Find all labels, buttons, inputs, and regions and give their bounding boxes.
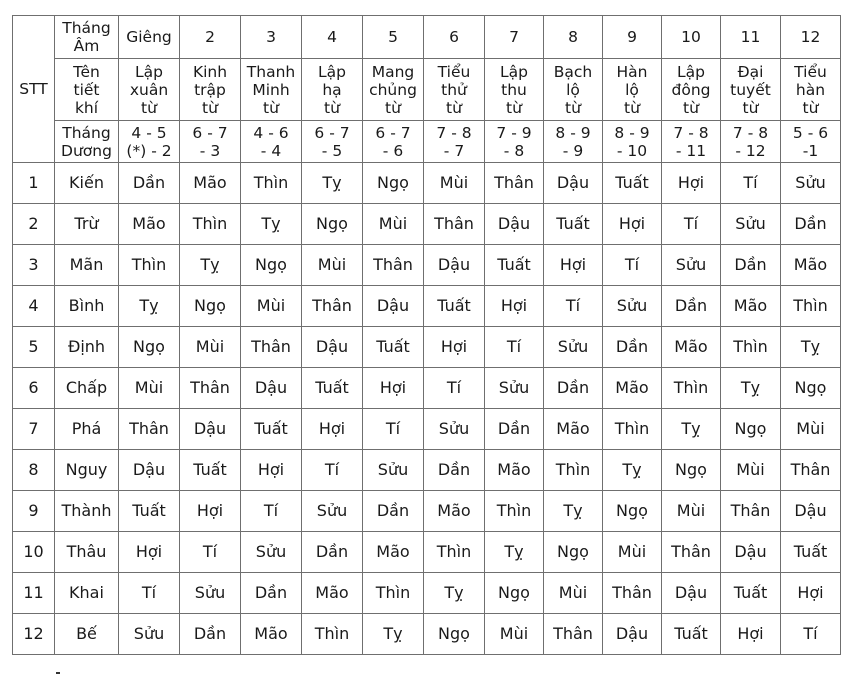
branch-cell: Sửu <box>544 327 603 368</box>
solar-term-line: từ <box>506 98 522 117</box>
branch-cell: Tỵ <box>662 409 721 450</box>
branch-cell: Sửu <box>302 491 363 532</box>
solar-date-cell <box>180 121 241 163</box>
table-row <box>13 409 841 450</box>
branch-cell: Tỵ <box>721 368 781 409</box>
solar-date-line: - 5 <box>321 141 343 160</box>
branch-cell: Dậu <box>363 286 424 327</box>
solar-term-line: Lập <box>318 62 346 81</box>
truc-cell: Phá <box>55 409 119 450</box>
solar-date-line: -1 <box>802 141 819 160</box>
solar-date-line: - 4 <box>260 141 282 160</box>
solar-date-cell <box>781 121 841 163</box>
lunar-month-cell: 6 <box>424 16 485 59</box>
branch-cell: Dần <box>781 204 841 245</box>
solar-date-line: 7 - 9 <box>496 123 532 142</box>
truc-cell: Định <box>55 327 119 368</box>
branch-cell: Thân <box>180 368 241 409</box>
header-row-lunar-month <box>13 16 841 59</box>
truc-cell: Chấp <box>55 368 119 409</box>
branch-cell: Hợi <box>180 491 241 532</box>
branch-cell: Hợi <box>781 573 841 614</box>
solar-term-line: lộ <box>625 80 639 99</box>
solar-term-cell <box>180 59 241 121</box>
lunar-month-label-line: Tháng <box>62 19 111 37</box>
branch-cell: Tuất <box>119 491 180 532</box>
solar-term-line: Lập <box>135 62 163 81</box>
solar-term-label-line: tiết <box>73 80 100 99</box>
branch-cell: Sửu <box>424 409 485 450</box>
lunar-month-cell: 11 <box>721 16 781 59</box>
branch-cell: Tỵ <box>781 327 841 368</box>
branch-cell: Mùi <box>485 614 544 655</box>
branch-cell: Dần <box>485 409 544 450</box>
table-row <box>13 163 841 204</box>
truc-cell: Kiến <box>55 163 119 204</box>
solar-date-line: - 7 <box>443 141 465 160</box>
branch-cell: Sửu <box>485 368 544 409</box>
branch-cell: Ngọ <box>119 327 180 368</box>
solar-term-cell <box>662 59 721 121</box>
lunar-month-label <box>55 16 119 59</box>
branch-cell: Mão <box>662 327 721 368</box>
branch-cell: Thân <box>544 614 603 655</box>
truc-cell: Thành <box>55 491 119 532</box>
branch-cell: Dậu <box>424 245 485 286</box>
branch-cell: Thìn <box>485 491 544 532</box>
branch-cell: Mão <box>363 532 424 573</box>
solar-term-line: hạ <box>322 80 342 99</box>
branch-cell: Thân <box>363 245 424 286</box>
branch-cell: Mão <box>721 286 781 327</box>
branch-cell: Ngọ <box>241 245 302 286</box>
solar-date-cell <box>603 121 662 163</box>
branch-cell: Tí <box>302 450 363 491</box>
branch-cell: Dần <box>662 286 721 327</box>
stt-cell: 7 <box>13 409 55 450</box>
branch-cell: Tí <box>424 368 485 409</box>
solar-date-line: 8 - 9 <box>614 123 650 142</box>
lunar-month-cell: Giêng <box>119 16 180 59</box>
solar-date-cell <box>544 121 603 163</box>
branch-cell: Ngọ <box>302 204 363 245</box>
solar-date-cell <box>424 121 485 163</box>
solar-term-label-line: Tên <box>73 62 100 81</box>
lunar-month-cell: 7 <box>485 16 544 59</box>
branch-cell: Thìn <box>363 573 424 614</box>
solar-term-line: lộ <box>566 80 580 99</box>
branch-cell: Thìn <box>603 409 662 450</box>
solar-date-line: - 10 <box>616 141 648 160</box>
branch-cell: Sửu <box>662 245 721 286</box>
table-row <box>13 245 841 286</box>
branch-cell: Tuất <box>485 245 544 286</box>
stt-cell: 3 <box>13 245 55 286</box>
solar-month-label <box>55 121 119 163</box>
solar-month-label-line: Tháng <box>62 123 111 142</box>
branch-cell: Tuất <box>424 286 485 327</box>
branch-cell: Tuất <box>781 532 841 573</box>
solar-term-line: từ <box>565 98 581 117</box>
branch-cell: Dần <box>302 532 363 573</box>
branch-cell: Dậu <box>544 163 603 204</box>
solar-date-line: (*) - 2 <box>126 141 172 160</box>
truc-cell: Nguy <box>55 450 119 491</box>
branch-cell: Thân <box>721 491 781 532</box>
branch-cell: Tuất <box>363 327 424 368</box>
branch-cell: Ngọ <box>544 532 603 573</box>
truc-cell: Bế <box>55 614 119 655</box>
branch-cell: Tuất <box>603 163 662 204</box>
branch-cell: Tỵ <box>603 450 662 491</box>
solar-term-cell <box>544 59 603 121</box>
solar-term-line: từ <box>263 98 279 117</box>
solar-term-line: thử <box>441 80 467 99</box>
table-body <box>13 16 841 655</box>
solar-date-line: 8 - 9 <box>555 123 591 142</box>
solar-term-cell <box>721 59 781 121</box>
solar-date-line: - 12 <box>735 141 766 160</box>
solar-term-line: Mang <box>371 62 415 81</box>
branch-cell: Dậu <box>241 368 302 409</box>
solar-date-line: 4 - 5 <box>131 123 167 142</box>
solar-term-cell <box>781 59 841 121</box>
branch-cell: Mùi <box>781 409 841 450</box>
branch-cell: Tuất <box>721 573 781 614</box>
solar-term-line: từ <box>742 98 759 117</box>
solar-term-line: Minh <box>252 80 290 99</box>
solar-term-line: thu <box>501 80 527 99</box>
branch-cell: Thân <box>241 327 302 368</box>
solar-term-cell <box>485 59 544 121</box>
solar-term-line: từ <box>624 98 640 117</box>
branch-cell: Thân <box>424 204 485 245</box>
stt-cell: 4 <box>13 286 55 327</box>
branch-cell: Tí <box>119 573 180 614</box>
branch-cell: Mão <box>424 491 485 532</box>
stt-cell: 5 <box>13 327 55 368</box>
branch-cell: Thìn <box>721 327 781 368</box>
branch-cell: Sửu <box>781 163 841 204</box>
solar-date-cell <box>662 121 721 163</box>
branch-cell: Mùi <box>603 532 662 573</box>
solar-date-cell <box>485 121 544 163</box>
lunar-month-cell: 2 <box>180 16 241 59</box>
branch-cell: Dậu <box>662 573 721 614</box>
branch-cell: Ngọ <box>781 368 841 409</box>
branch-cell: Ngọ <box>603 491 662 532</box>
branch-cell: Thìn <box>781 286 841 327</box>
table-row <box>13 450 841 491</box>
lunar-month-cell: 3 <box>241 16 302 59</box>
branch-cell: Mão <box>302 573 363 614</box>
branch-cell: Thân <box>603 573 662 614</box>
branch-cell: Dậu <box>119 450 180 491</box>
solar-term-label <box>55 59 119 121</box>
branch-cell: Thân <box>781 450 841 491</box>
branch-cell: Mùi <box>721 450 781 491</box>
branch-cell: Thìn <box>241 163 302 204</box>
branch-cell: Tuất <box>662 614 721 655</box>
solar-term-line: từ <box>141 98 157 117</box>
lunar-month-cell: 12 <box>781 16 841 59</box>
solar-term-line: Tiểu <box>437 62 471 81</box>
branch-cell: Ngọ <box>662 450 721 491</box>
solar-date-cell <box>721 121 781 163</box>
solar-date-cell <box>119 121 180 163</box>
branch-cell: Tỵ <box>119 286 180 327</box>
table-row <box>13 204 841 245</box>
branch-cell: Sửu <box>721 204 781 245</box>
solar-term-label-line: khí <box>74 98 99 117</box>
solar-term-line: Lập <box>677 62 705 81</box>
branch-cell: Mùi <box>544 573 603 614</box>
solar-term-line: Đại <box>737 62 764 81</box>
solar-term-line: Tiểu <box>794 62 827 81</box>
solar-date-line: 6 - 7 <box>192 123 228 142</box>
solar-term-line: hàn <box>795 80 826 99</box>
branch-cell: Mùi <box>424 163 485 204</box>
branch-cell: Sửu <box>603 286 662 327</box>
truc-calendar-table <box>12 15 841 655</box>
solar-term-cell <box>424 59 485 121</box>
branch-cell: Dậu <box>603 614 662 655</box>
branch-cell: Dần <box>603 327 662 368</box>
solar-term-line: từ <box>683 98 699 117</box>
solar-date-cell <box>363 121 424 163</box>
branch-cell: Tí <box>721 163 781 204</box>
solar-term-cell <box>302 59 363 121</box>
solar-date-line: - 8 <box>503 141 525 160</box>
solar-date-line: - 3 <box>199 141 221 160</box>
branch-cell: Tí <box>544 286 603 327</box>
table-row <box>13 614 841 655</box>
lunar-month-label-line: Âm <box>73 37 100 55</box>
truc-cell: Khai <box>55 573 119 614</box>
branch-cell: Mùi <box>180 327 241 368</box>
branch-cell: Dậu <box>485 204 544 245</box>
lunar-month-cell: 5 <box>363 16 424 59</box>
branch-cell: Hợi <box>119 532 180 573</box>
branch-cell: Thân <box>662 532 721 573</box>
stt-cell: 2 <box>13 204 55 245</box>
truc-cell: Bình <box>55 286 119 327</box>
solar-term-line: chủng <box>369 80 417 99</box>
solar-date-line: - 6 <box>382 141 404 160</box>
branch-cell: Mùi <box>662 491 721 532</box>
branch-cell: Dần <box>119 163 180 204</box>
branch-cell: Dần <box>544 368 603 409</box>
branch-cell: Tí <box>363 409 424 450</box>
table-row <box>13 368 841 409</box>
truc-cell: Trừ <box>55 204 119 245</box>
solar-term-line: từ <box>385 98 401 117</box>
solar-term-line: đông <box>671 80 711 99</box>
branch-cell: Tí <box>662 204 721 245</box>
branch-cell: Thân <box>485 163 544 204</box>
branch-cell: Hợi <box>544 245 603 286</box>
branch-cell: Tuất <box>180 450 241 491</box>
branch-cell: Mùi <box>241 286 302 327</box>
solar-term-cell <box>603 59 662 121</box>
lunar-month-cell: 4 <box>302 16 363 59</box>
stt-header: STT <box>13 16 55 163</box>
branch-cell: Mão <box>180 163 241 204</box>
branch-cell: Dậu <box>721 532 781 573</box>
branch-cell: Hợi <box>662 163 721 204</box>
branch-cell: Dậu <box>781 491 841 532</box>
branch-cell: Ngọ <box>721 409 781 450</box>
branch-cell: Sửu <box>119 614 180 655</box>
branch-cell: Dần <box>424 450 485 491</box>
branch-cell: Hợi <box>424 327 485 368</box>
footnote-fragment <box>56 672 60 674</box>
branch-cell: Dậu <box>180 409 241 450</box>
table-row <box>13 327 841 368</box>
branch-cell: Tí <box>485 327 544 368</box>
branch-cell: Thìn <box>302 614 363 655</box>
branch-cell: Tuất <box>302 368 363 409</box>
solar-term-line: từ <box>202 98 218 117</box>
branch-cell: Thìn <box>662 368 721 409</box>
solar-term-line: trập <box>194 80 226 99</box>
branch-cell: Tỵ <box>180 245 241 286</box>
stt-cell: 6 <box>13 368 55 409</box>
branch-cell: Thân <box>302 286 363 327</box>
branch-cell: Thìn <box>119 245 180 286</box>
truc-cell: Thâu <box>55 532 119 573</box>
branch-cell: Ngọ <box>363 163 424 204</box>
branch-cell: Hợi <box>603 204 662 245</box>
solar-date-line: 7 - 8 <box>673 123 709 142</box>
branch-cell: Mùi <box>363 204 424 245</box>
branch-cell: Mùi <box>302 245 363 286</box>
branch-cell: Ngọ <box>180 286 241 327</box>
branch-cell: Thìn <box>544 450 603 491</box>
solar-date-line: - 9 <box>562 141 584 160</box>
branch-cell: Tí <box>603 245 662 286</box>
solar-term-cell <box>363 59 424 121</box>
branch-cell: Thìn <box>180 204 241 245</box>
solar-term-line: tuyết <box>730 80 771 99</box>
table-row <box>13 573 841 614</box>
branch-cell: Hợi <box>302 409 363 450</box>
lunar-month-cell: 10 <box>662 16 721 59</box>
solar-month-label-line: Dương <box>61 141 112 160</box>
solar-term-line: từ <box>324 98 340 117</box>
branch-cell: Hợi <box>721 614 781 655</box>
branch-cell: Thìn <box>424 532 485 573</box>
branch-cell: Mão <box>544 409 603 450</box>
solar-date-line: - 11 <box>675 141 707 160</box>
branch-cell: Sửu <box>363 450 424 491</box>
branch-cell: Thân <box>119 409 180 450</box>
branch-cell: Dần <box>363 491 424 532</box>
solar-term-line: Hàn <box>616 62 648 81</box>
branch-cell: Tuất <box>241 409 302 450</box>
solar-date-line: 4 - 6 <box>253 123 289 142</box>
branch-cell: Tỵ <box>241 204 302 245</box>
branch-cell: Dần <box>721 245 781 286</box>
branch-cell: Tí <box>241 491 302 532</box>
solar-term-cell <box>119 59 180 121</box>
stt-cell: 11 <box>13 573 55 614</box>
branch-cell: Tuất <box>544 204 603 245</box>
branch-cell: Tỵ <box>363 614 424 655</box>
branch-cell: Tỵ <box>302 163 363 204</box>
solar-term-line: Bạch <box>553 62 593 81</box>
branch-cell: Mão <box>485 450 544 491</box>
branch-cell: Hợi <box>363 368 424 409</box>
branch-cell: Tí <box>781 614 841 655</box>
branch-cell: Ngọ <box>424 614 485 655</box>
solar-date-line: 7 - 8 <box>436 123 472 142</box>
branch-cell: Tỵ <box>424 573 485 614</box>
branch-cell: Tỵ <box>544 491 603 532</box>
branch-cell: Tí <box>180 532 241 573</box>
table-row <box>13 491 841 532</box>
solar-term-line: Lập <box>500 62 528 81</box>
branch-cell: Dần <box>180 614 241 655</box>
stt-cell: 9 <box>13 491 55 532</box>
branch-cell: Tỵ <box>485 532 544 573</box>
branch-cell: Dần <box>241 573 302 614</box>
stt-cell: 12 <box>13 614 55 655</box>
solar-term-line: xuân <box>129 80 169 99</box>
table-row <box>13 286 841 327</box>
branch-cell: Mão <box>119 204 180 245</box>
branch-cell: Hợi <box>485 286 544 327</box>
solar-term-line: Kinh <box>192 62 228 81</box>
branch-cell: Sửu <box>180 573 241 614</box>
branch-cell: Hợi <box>241 450 302 491</box>
branch-cell: Sửu <box>241 532 302 573</box>
header-row-solar-term <box>13 59 841 121</box>
table-row <box>13 532 841 573</box>
solar-term-line: từ <box>802 98 819 117</box>
solar-date-line: 6 - 7 <box>375 123 411 142</box>
solar-date-cell <box>241 121 302 163</box>
branch-cell: Dậu <box>302 327 363 368</box>
lunar-month-cell: 8 <box>544 16 603 59</box>
solar-term-cell <box>241 59 302 121</box>
stt-cell: 1 <box>13 163 55 204</box>
stt-cell: 10 <box>13 532 55 573</box>
solar-date-line: 6 - 7 <box>314 123 350 142</box>
stt-cell: 8 <box>13 450 55 491</box>
lunar-month-cell: 9 <box>603 16 662 59</box>
solar-term-line: từ <box>446 98 462 117</box>
branch-cell: Mão <box>241 614 302 655</box>
branch-cell: Mùi <box>119 368 180 409</box>
solar-date-cell <box>302 121 363 163</box>
solar-date-line: 7 - 8 <box>732 123 769 142</box>
solar-date-line: 5 - 6 <box>792 123 829 142</box>
solar-term-line: Thanh <box>246 62 296 81</box>
truc-cell: Mãn <box>55 245 119 286</box>
header-row-solar-month <box>13 121 841 163</box>
branch-cell: Ngọ <box>485 573 544 614</box>
branch-cell: Mão <box>603 368 662 409</box>
branch-cell: Mão <box>781 245 841 286</box>
